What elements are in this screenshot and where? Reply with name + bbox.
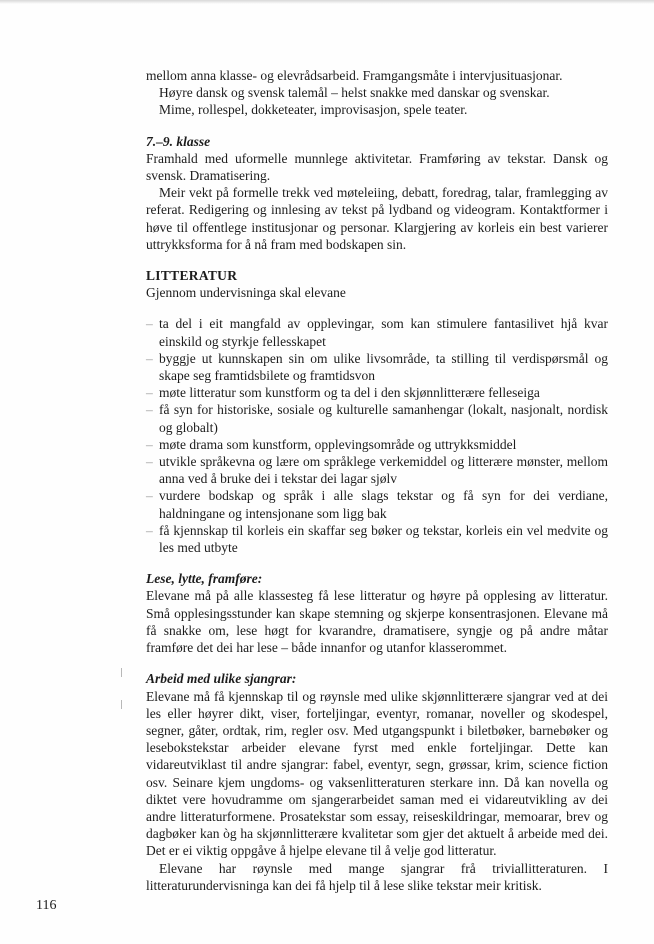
text-column [146, 67, 608, 894]
page-top-edge [0, 0, 654, 4]
paragraph: Elevane må få kjennskap til og røynsle med ulike skjønnlitterære sjangrar ved at dei les eller høyrer dikt, viser, forteljingar, eventyr, romanar, noveller og skodespel, segner, gåter, ordtak, rim, regler osv. Med utgangspunkt i biletbøker, barnebøker og lesebokstekstar arbeider elevane fyrst med enkle forteljingar. Dette kan vidareutviklast til andre sjangrar: fabel, eventyr, segn, grøssar, krim, science fiction osv. Seinare kjem ungdoms- og vaksenlitteraturen sterkare inn. Då kan novella og diktet vere hovudramme om sjangerarbeidet saman med ei vidareutvikling av dei andre litteraturformene. Prosatekstar som essay, reiseskildringar, memoarar, brev og dagbøker kan òg ha skjønnlitterære kvalitetar som gjer det aktuelt å arbeide med dei. Det er ei viktig oppgåve å hjelpe elevane til å velje god litteratur. [146, 688, 608, 859]
paragraph: Meir vekt på formelle trekk ved møteleiing, debatt, foredrag, talar, framlegging av referat. Redigering og innlesing av tekst på lydband og videogram. Kontaktformer i høve til offentlege institusjonar og personar. Klargjering av korleis ein best varierer uttrykksforma for å nå fram med bodskapen sin. [146, 185, 608, 252]
section-heading-7-9: 7.–9. klasse [146, 133, 211, 149]
margin-mark [121, 668, 122, 677]
list-item: – ta del i eit mangfald av opplevingar, som kan stimulere fantasilivet hjå kvar einskild og styrkje fellesskapet [146, 315, 608, 349]
section-heading-sjangrar: Arbeid med ulike sjangrar: [146, 671, 297, 687]
intro-line: Høyre dansk og svensk talemål – helst snakke med danskar og svenskar. [159, 85, 550, 101]
paragraph: Framhald med uformelle munnlege aktivitetar. Framføring av tekstar. Dansk og svensk. Dramatisering. [146, 150, 608, 184]
margin-mark [121, 700, 122, 709]
list-item: – møte drama som kunstform, opplevingsområde og uttrykksmiddel [146, 436, 608, 453]
list-item: – byggje ut kunnskapen sin om ulike livsområde, ta stilling til verdispørsmål og skape seg framtidsbilete og framtidsvon [146, 350, 608, 384]
paragraph: Elevane må på alle klassesteg få lese litteratur og høyre på opplesing av litteratur. Små opplesingsstunder kan skape stemning og skjerpe konsentrasjonen. Elevane må få snakke om, lese høgt for kvarandre, dramatisere, syngje og på andre måtar framføre det dei har lese – både innanfor og utanfor klasserommet. [146, 588, 608, 656]
intro-line: Mime, rollespel, dokketeater, improvisasjon, spele teater. [159, 102, 468, 118]
list-item: – møte litteratur som kunstform og ta del i den skjønnlitterære felleseiga [146, 384, 608, 401]
list-item: – utvikle språkevna og lære om språklege verkemiddel og litterære mønster, mellom anna ved å bruke dei i tekstar dei lagar sjølv [146, 453, 608, 487]
list-item: – få syn for historiske, sosiale og kulturelle samanhengar (lokalt, nasjonalt, nordisk og globalt) [146, 401, 608, 435]
list-intro: Gjennom undervisninga skal elevane [146, 285, 346, 301]
goals-list [146, 315, 608, 556]
section-heading-litteratur: LITTERATUR [146, 268, 238, 284]
page-number: 116 [36, 898, 57, 913]
list-item: – vurdere bodskap og språk i alle slags tekstar og få syn for dei verdiane, haldningane og intensjonane som ligg bak [146, 487, 608, 521]
paragraph: Elevane har røynsle med mange sjangrar frå triviallitteraturen. I litteraturundervisninga kan dei få hjelp til å lese slike tekstar meir kritisk. [146, 860, 608, 893]
section-heading-lese: Lese, lytte, framføre: [146, 571, 263, 587]
list-item: – få kjennskap til korleis ein skaffar seg bøker og tekstar, korleis ein vel medvite og les med utbyte [146, 522, 608, 556]
intro-line: mellom anna klasse- og elevrådsarbeid. Framgangsmåte i intervjusituasjonar. [146, 68, 563, 83]
